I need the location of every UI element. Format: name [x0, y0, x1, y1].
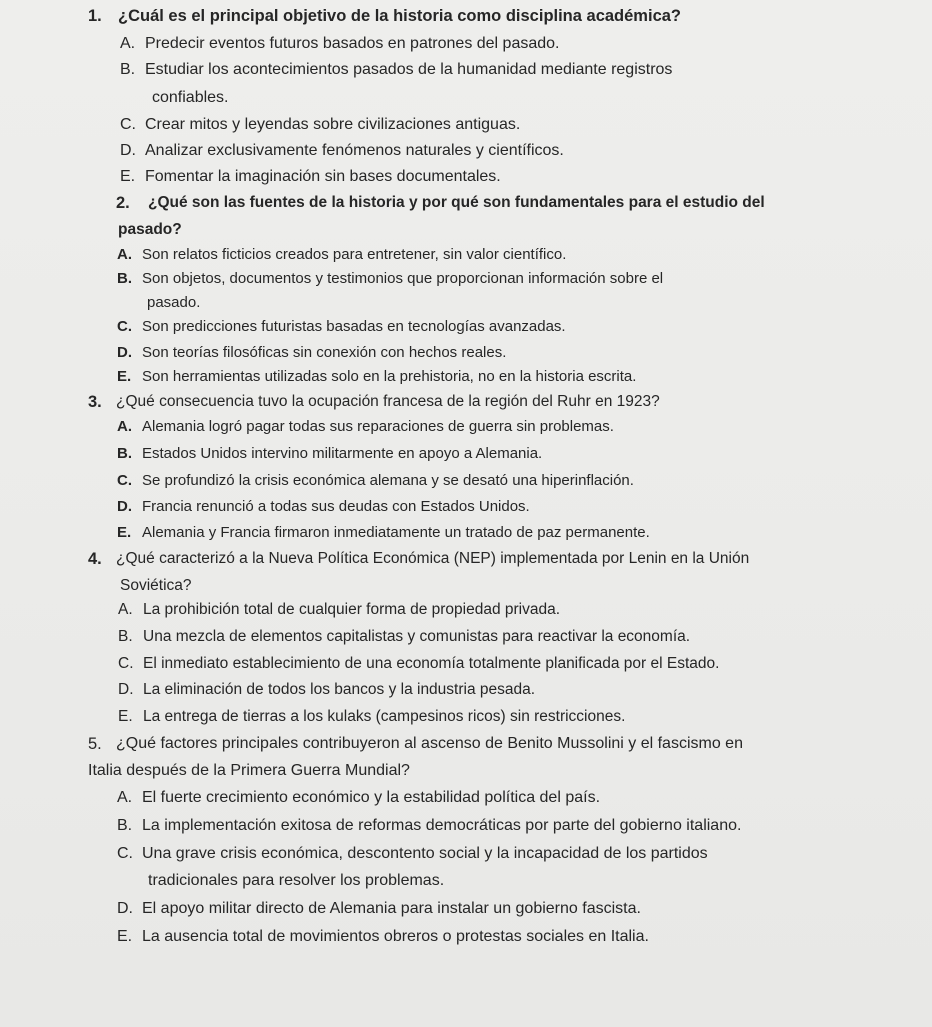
question-1-option-e[interactable] [120, 166, 501, 188]
question-4-text: ¿Qué caracterizó a la Nueva Política Económica (NEP) implementada por Lenin en la Unión [116, 550, 750, 567]
option-letter: B. [117, 445, 132, 462]
question-2-option-e[interactable] [117, 366, 636, 388]
option-letter: A. [117, 246, 132, 263]
question-3-option-b[interactable] [117, 443, 542, 465]
question-5-option-b[interactable] [117, 815, 741, 837]
option-text: Una grave crisis económica, descontento social y la incapacidad de los partidos [142, 845, 708, 862]
option-letter: C. [120, 116, 136, 133]
option-text: Son teorías filosóficas sin conexión con hechos reales. [142, 344, 507, 361]
question-1-option-c[interactable] [120, 114, 520, 136]
option-letter: D. [120, 142, 136, 159]
question-1-option-a[interactable] [120, 33, 560, 55]
question-2-option-d[interactable] [117, 342, 506, 364]
option-letter: D. [117, 344, 132, 361]
question-3-option-e[interactable] [117, 522, 650, 544]
question-2-number: 2. [116, 194, 130, 212]
option-letter: A. [120, 35, 136, 52]
question-1-option-d[interactable] [120, 140, 564, 162]
option-text: Estados Unidos intervino militarmente en apoyo a Alemania. [142, 445, 543, 462]
option-letter: D. [117, 498, 132, 515]
option-text: Fomentar la imaginación sin bases documentales. [145, 168, 501, 185]
question-1-option-b[interactable] [120, 59, 672, 81]
question-2-text: ¿Qué son las fuentes de la historia y por qué son fundamentales para el estudio del [148, 194, 765, 211]
question-3-number: 3. [88, 393, 102, 411]
question-2-option-c[interactable] [117, 316, 566, 338]
option-letter: B. [117, 270, 132, 287]
option-text: El apoyo militar directo de Alemania para instalar un gobierno fascista. [142, 900, 641, 917]
option-text: Predecir eventos futuros basados en patrones del pasado. [145, 35, 560, 52]
option-letter: A. [117, 789, 133, 806]
question-3-option-c[interactable] [117, 470, 634, 492]
question-4-option-e[interactable] [118, 706, 625, 728]
option-letter: A. [117, 418, 132, 435]
option-letter: C. [117, 318, 132, 335]
question-3-text: ¿Qué consecuencia tuvo la ocupación francesa de la región del Ruhr en 1923? [116, 393, 660, 410]
question-3-option-d[interactable] [117, 496, 530, 518]
option-text: La prohibición total de cualquier forma de propiedad privada. [143, 601, 561, 618]
option-text: Una mezcla de elementos capitalistas y comunistas para reactivar la economía. [143, 628, 691, 645]
question-4-option-a[interactable] [118, 599, 560, 621]
question-4-option-d[interactable] [118, 679, 535, 701]
question-5-option-c-continuation: tradicionales para resolver los problemas. [148, 872, 445, 889]
option-text: La eliminación de todos los bancos y la industria pesada. [143, 681, 536, 698]
question-1-text: ¿Cuál es el principal objetivo de la historia como disciplina académica? [118, 7, 681, 25]
option-letter: B. [118, 628, 133, 645]
question-4-text-continuation: Soviética? [120, 577, 192, 594]
option-letter: D. [118, 681, 134, 698]
option-text: La implementación exitosa de reformas democráticas por parte del gobierno italiano. [142, 817, 742, 834]
question-1-number: 1. [88, 7, 102, 25]
option-letter: B. [117, 817, 133, 834]
question-5-number: 5. [88, 735, 102, 753]
option-text: Son relatos ficticios creados para entretener, sin valor científico. [142, 246, 567, 263]
option-letter: E. [117, 368, 132, 385]
option-letter: B. [120, 61, 136, 78]
option-text: La entrega de tierras a los kulaks (campesinos ricos) sin restricciones. [143, 708, 626, 725]
question-2-option-a[interactable] [117, 244, 566, 266]
question-4-option-c[interactable] [118, 653, 719, 675]
option-text: Analizar exclusivamente fenómenos naturales y científicos. [145, 142, 564, 159]
option-letter: C. [117, 845, 133, 862]
question-5-text: ¿Qué factores principales contribuyeron al ascenso de Benito Mussolini y el fascismo en [116, 735, 743, 752]
option-text: La ausencia total de movimientos obreros o protestas sociales en Italia. [142, 928, 649, 945]
option-letter: D. [117, 900, 133, 917]
question-4-option-b[interactable] [118, 626, 690, 648]
option-text: Estudiar los acontecimientos pasados de la humanidad mediante registros [145, 61, 673, 78]
question-2-text-continuation: pasado? [118, 221, 182, 238]
option-text: Son objetos, documentos y testimonios que proporcionan información sobre el [142, 270, 664, 287]
option-letter: C. [118, 655, 134, 672]
option-letter: E. [118, 708, 133, 725]
option-text: El inmediato establecimiento de una economía totalmente planificada por el Estado. [143, 655, 720, 672]
option-letter: E. [120, 168, 136, 185]
option-text: El fuerte crecimiento económico y la estabilidad política del país. [142, 789, 601, 806]
option-text: Crear mitos y leyendas sobre civilizaciones antiguas. [145, 116, 521, 133]
question-5-option-c[interactable] [117, 843, 708, 865]
option-letter: C. [117, 472, 132, 489]
option-text: Francia renunció a todas sus deudas con Estados Unidos. [142, 498, 530, 515]
option-text: Son herramientas utilizadas solo en la prehistoria, no en la historia escrita. [142, 368, 637, 385]
question-1-option-b-continuation: confiables. [152, 89, 229, 106]
question-2-option-b[interactable] [117, 268, 663, 290]
question-5-option-e[interactable] [117, 926, 649, 948]
option-letter: E. [117, 928, 133, 945]
option-letter: A. [118, 601, 133, 618]
option-text: Son predicciones futuristas basadas en tecnologías avanzadas. [142, 318, 566, 335]
question-5-text-continuation: Italia después de la Primera Guerra Mundial? [88, 762, 410, 779]
option-text: Se profundizó la crisis económica alemana y se desató una hiperinflación. [142, 472, 634, 489]
option-text: Alemania y Francia firmaron inmediatamente un tratado de paz permanente. [142, 524, 650, 541]
question-3-option-a[interactable] [117, 416, 614, 438]
question-4-number: 4. [88, 550, 102, 568]
question-5-option-a[interactable] [117, 787, 600, 809]
question-5-option-d[interactable] [117, 898, 641, 920]
question-2-option-b-continuation: pasado. [147, 294, 201, 311]
option-letter: E. [117, 524, 132, 541]
option-text: Alemania logró pagar todas sus reparaciones de guerra sin problemas. [142, 418, 614, 435]
